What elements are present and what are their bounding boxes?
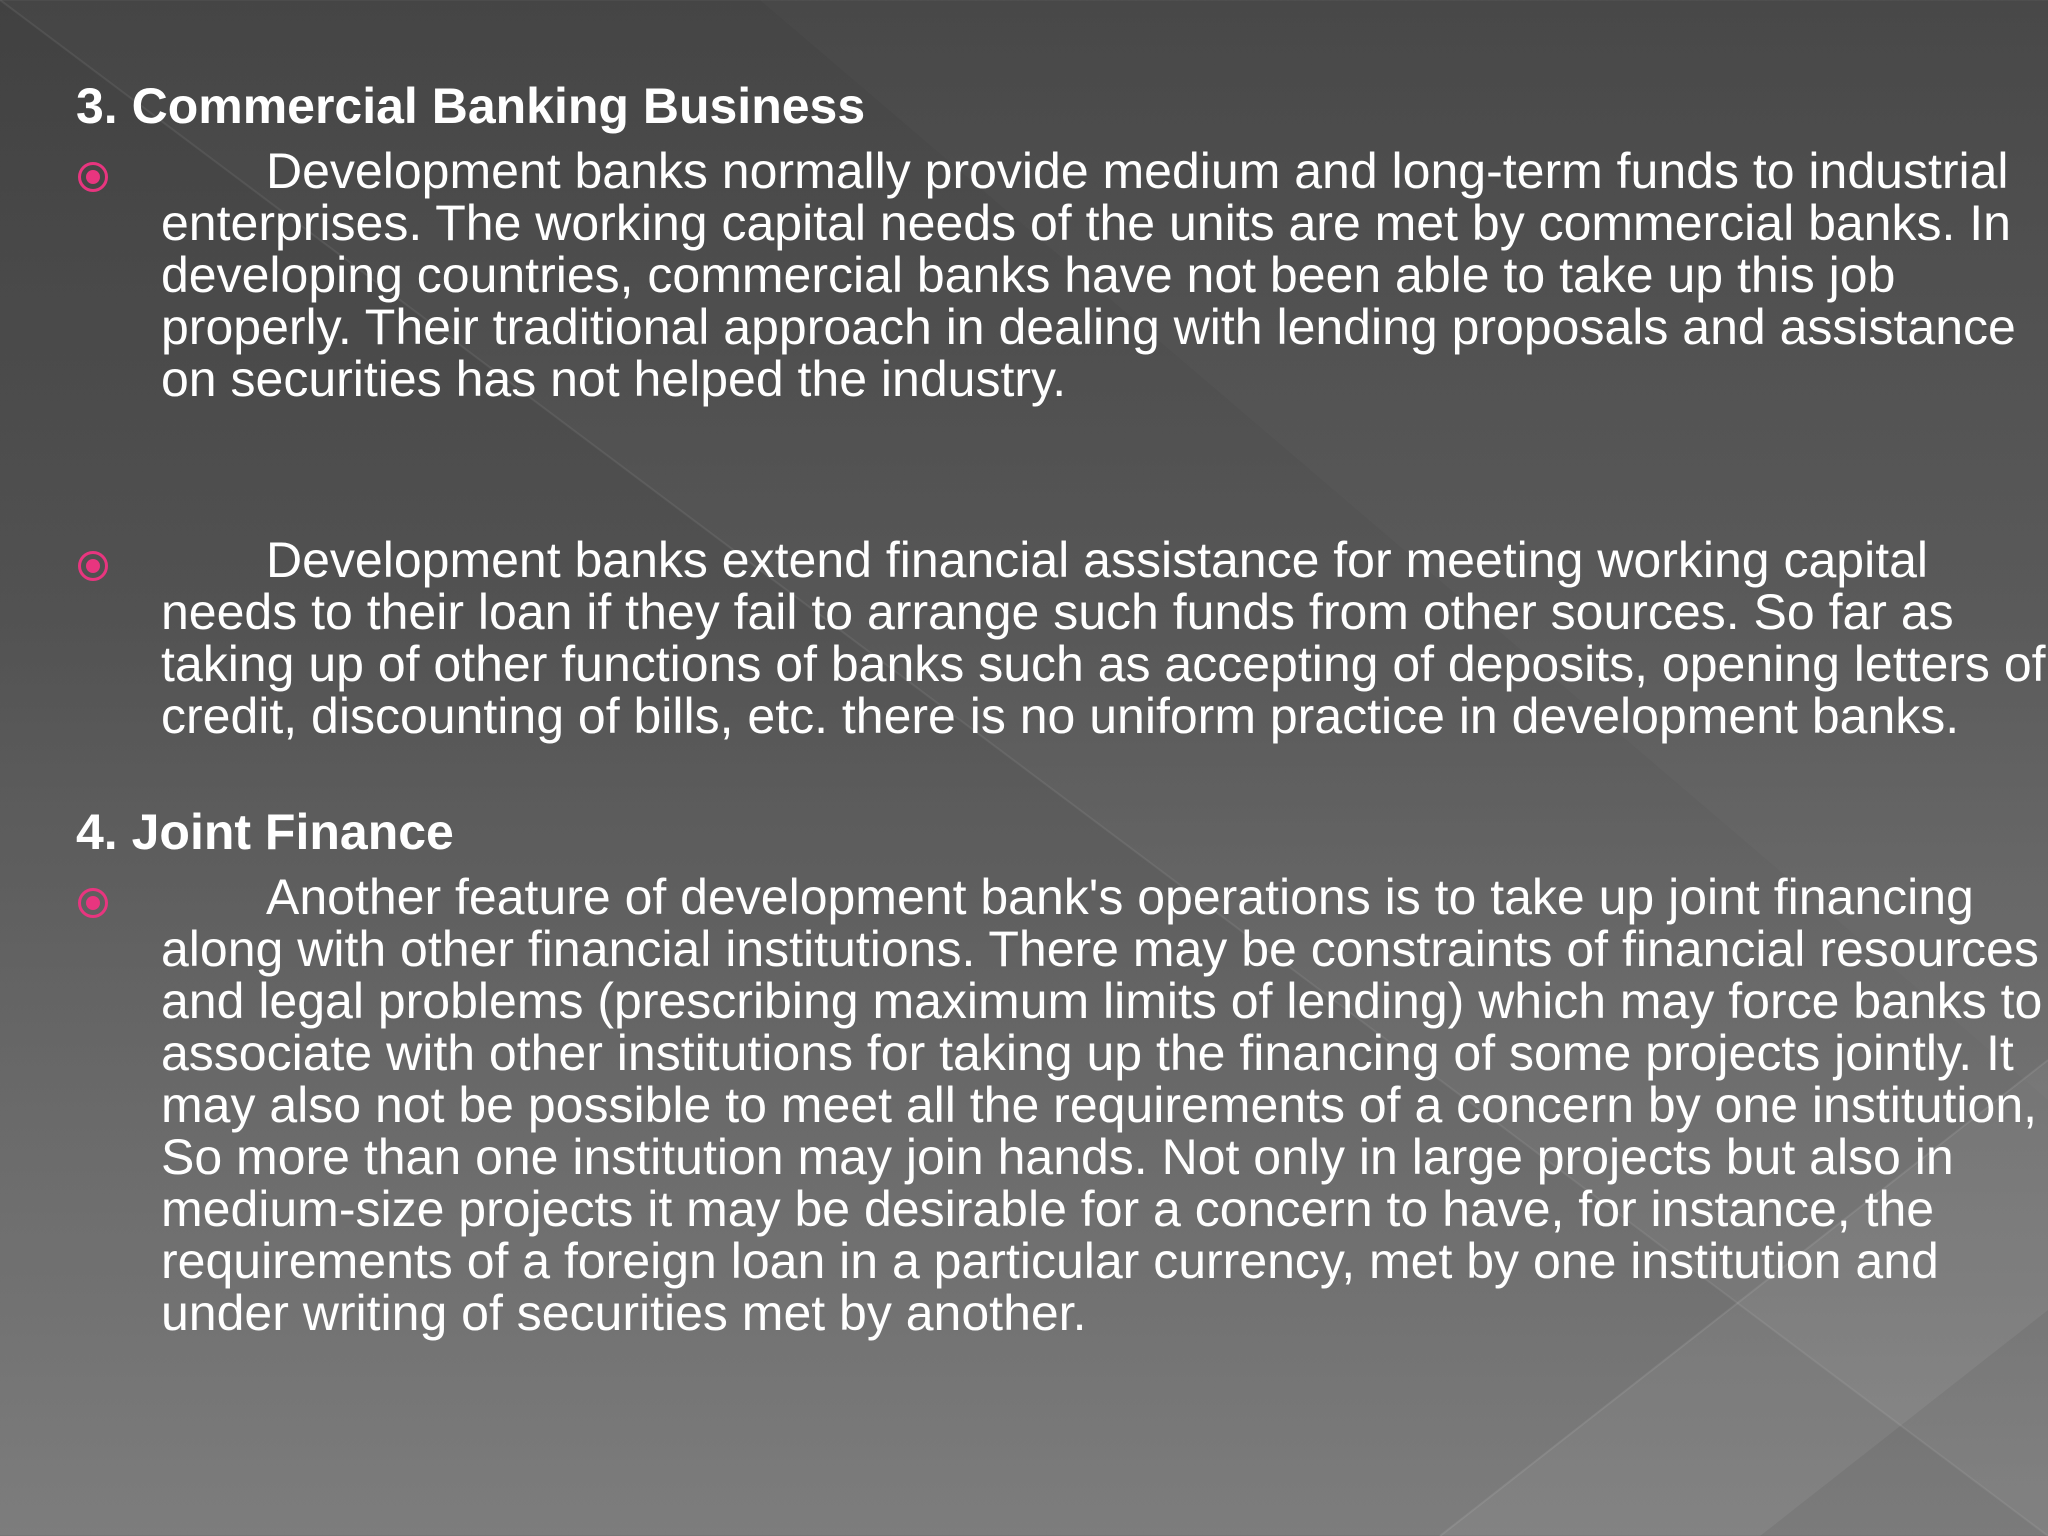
- bullet-item: [76, 145, 2016, 405]
- bullet-item: [76, 869, 2043, 1341]
- section-heading-joint-finance: 4. Joint Finance: [76, 804, 454, 860]
- bullet-item: [76, 532, 2046, 744]
- bullet-text: Another feature of development bank's operations is to take up joint financing along with other financial institutions. There may be constraints of financial resources and legal problems (prescribing maximum limits of lending) which may force banks to associate with other institutions for taking up the financing of some projects jointly. It may also not be possible to meet all the requirements of a concern by one institution, So more than one institution may join hands. Not only in large projects but also in medium-size projects it may be desirable for a concern to have, for instance, the requirements of a foreign loan in a particular currency, met by one institution and under writing of securities met by another.: [161, 869, 2043, 1341]
- bullet-text: Development banks extend financial assistance for meeting working capital needs to their loan if they fail to arrange such funds from other sources. So far as taking up of other functions of banks such as accepting of deposits, opening letters of credit, discounting of bills, etc. there is no uniform practice in development banks.: [161, 532, 2046, 744]
- circled-dot-icon: [76, 886, 110, 920]
- bullet-text: Development banks normally provide medium and long-term funds to industrial enterprises. The working capital needs of the units are met by commercial banks. In developing countries, commercial banks have not been able to take up this job properly. Their traditional approach in dealing with lending proposals and assistance on securities has not helped the industry.: [161, 143, 2016, 407]
- section-heading-commercial-banking: 3. Commercial Banking Business: [76, 78, 866, 134]
- circled-dot-icon: [76, 160, 110, 194]
- circled-dot-icon: [76, 549, 110, 583]
